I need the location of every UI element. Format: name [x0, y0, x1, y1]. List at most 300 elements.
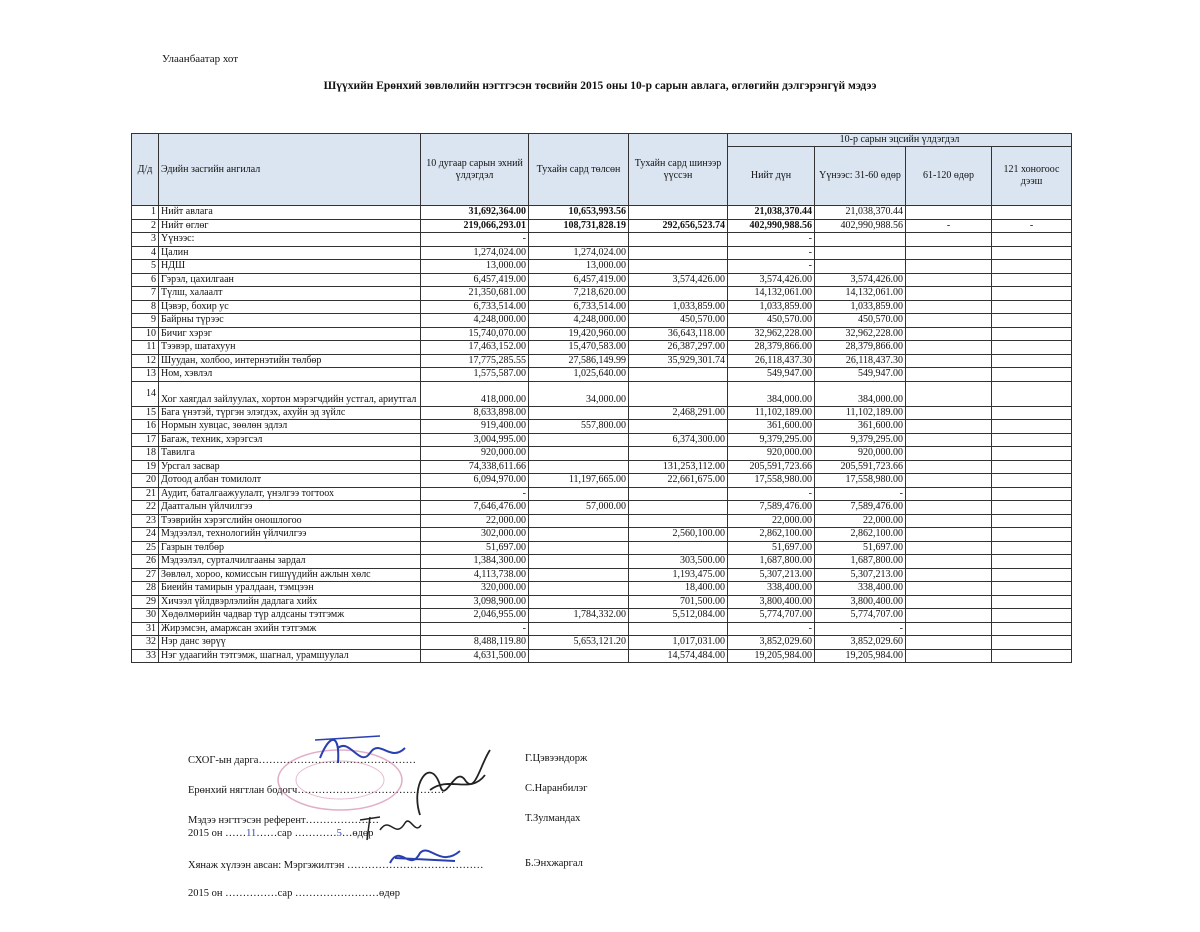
cell-d61-120	[906, 368, 992, 382]
row-number: 31	[132, 622, 159, 636]
row-number: 19	[132, 460, 159, 474]
row-category: Байрны түрээс	[159, 314, 421, 328]
row-number: 32	[132, 636, 159, 650]
cell-d61-120	[906, 206, 992, 220]
cell-d61-120	[906, 487, 992, 501]
cell-paid: 7,218,620.00	[529, 287, 629, 301]
cell-paid: 34,000.00	[529, 381, 629, 406]
cell-d121	[992, 609, 1072, 623]
cell-d121	[992, 206, 1072, 220]
row-category: Тээврийн хэрэгслийн оношлогоо	[159, 514, 421, 528]
cell-paid	[529, 447, 629, 461]
cell-new: 35,929,301.74	[629, 354, 728, 368]
row-category: Нэр данс зөрүү	[159, 636, 421, 650]
cell-opening: 17,463,152.00	[421, 341, 529, 355]
col-header-group: 10-р сарын эцсийн үлдэгдэл	[728, 134, 1072, 147]
cell-total: 920,000.00	[728, 447, 815, 461]
cell-d121	[992, 460, 1072, 474]
row-category: Ном, хэвлэл	[159, 368, 421, 382]
sxog-name: Г.Цэвээндорж	[525, 753, 588, 764]
cell-paid	[529, 555, 629, 569]
cell-d31-60: 549,947.00	[815, 368, 906, 382]
cell-new: 6,374,300.00	[629, 433, 728, 447]
cell-paid	[529, 487, 629, 501]
col-header-new: Тухайн сард шинээр үүссэн	[629, 134, 728, 206]
cell-total: 32,962,228.00	[728, 327, 815, 341]
table-row	[132, 341, 1072, 355]
cell-new: 1,193,475.00	[629, 568, 728, 582]
cell-d121	[992, 649, 1072, 663]
cell-total: 5,774,707.00	[728, 609, 815, 623]
cell-opening: 4,113,738.00	[421, 568, 529, 582]
cell-d61-120	[906, 474, 992, 488]
row-number: 16	[132, 420, 159, 434]
cell-opening: 15,740,070.00	[421, 327, 529, 341]
cell-d61-120	[906, 568, 992, 582]
cell-d31-60: 28,379,866.00	[815, 341, 906, 355]
cell-d121	[992, 501, 1072, 515]
cell-d121	[992, 595, 1072, 609]
cell-new	[629, 206, 728, 220]
cell-total: 361,600.00	[728, 420, 815, 434]
cell-opening: 418,000.00	[421, 381, 529, 406]
cell-paid: 13,000.00	[529, 260, 629, 274]
cell-d61-120	[906, 354, 992, 368]
cell-new: 1,033,859.00	[629, 300, 728, 314]
table-row	[132, 246, 1072, 260]
cell-d31-60: 32,962,228.00	[815, 327, 906, 341]
cell-paid: 1,784,332.00	[529, 609, 629, 623]
cell-paid: 108,731,828.19	[529, 219, 629, 233]
row-number: 13	[132, 368, 159, 382]
row-number: 8	[132, 300, 159, 314]
cell-paid: 19,420,960.00	[529, 327, 629, 341]
cell-new	[629, 541, 728, 555]
date1-month: 11	[246, 828, 257, 839]
cell-d61-120	[906, 327, 992, 341]
cell-d121	[992, 420, 1072, 434]
row-category: Жирэмсэн, амаржсан эхийн тэтгэмж	[159, 622, 421, 636]
row-number: 6	[132, 273, 159, 287]
cell-d31-60: 402,990,988.56	[815, 219, 906, 233]
cell-d121	[992, 622, 1072, 636]
cell-paid	[529, 233, 629, 247]
cell-new	[629, 381, 728, 406]
cell-paid: 5,653,121.20	[529, 636, 629, 650]
cell-d31-60: 11,102,189.00	[815, 406, 906, 420]
accountant-label: Ерөнхий нягтлан бодогч	[188, 785, 298, 796]
row-number: 26	[132, 555, 159, 569]
cell-total: 549,947.00	[728, 368, 815, 382]
cell-d61-120	[906, 341, 992, 355]
cell-d121	[992, 273, 1072, 287]
table-row	[132, 582, 1072, 596]
cell-d121	[992, 433, 1072, 447]
row-number: 24	[132, 528, 159, 542]
cell-d61-120	[906, 287, 992, 301]
cell-d121	[992, 314, 1072, 328]
cell-paid: 6,733,514.00	[529, 300, 629, 314]
row-number: 33	[132, 649, 159, 663]
cell-d121	[992, 568, 1072, 582]
row-number: 20	[132, 474, 159, 488]
row-number: 14	[132, 381, 159, 406]
cell-total: 2,862,100.00	[728, 528, 815, 542]
cell-paid	[529, 528, 629, 542]
row-category: Зөвлөл, хороо, комиссын гишүүдийн ажлын хөлс	[159, 568, 421, 582]
cell-paid	[529, 406, 629, 420]
table-row	[132, 555, 1072, 569]
cell-d61-120	[906, 300, 992, 314]
cell-d31-60: 5,774,707.00	[815, 609, 906, 623]
row-category: Дотоод албан томилолт	[159, 474, 421, 488]
row-category: Даатгалын үйлчилгээ	[159, 501, 421, 515]
cell-d31-60	[815, 246, 906, 260]
cell-d121	[992, 341, 1072, 355]
cell-d31-60: 9,379,295.00	[815, 433, 906, 447]
cell-new	[629, 233, 728, 247]
row-category: Газрын төлбөр	[159, 541, 421, 555]
cell-d61-120	[906, 501, 992, 515]
cell-d31-60: 3,800,400.00	[815, 595, 906, 609]
reviewer-name: Б.Энхжаргал	[525, 858, 583, 869]
cell-paid	[529, 433, 629, 447]
row-category: Биеийн тамирын уралдаан, тэмцээн	[159, 582, 421, 596]
cell-opening: 17,775,285.55	[421, 354, 529, 368]
cell-opening: 1,384,300.00	[421, 555, 529, 569]
cell-new	[629, 514, 728, 528]
cell-total: 19,205,984.00	[728, 649, 815, 663]
row-number: 15	[132, 406, 159, 420]
cell-d61-120	[906, 514, 992, 528]
col-header-61-120: 61-120 өдөр	[906, 147, 992, 206]
cell-d121	[992, 541, 1072, 555]
cell-d31-60: 384,000.00	[815, 381, 906, 406]
cell-opening: 31,692,364.00	[421, 206, 529, 220]
cell-opening: 13,000.00	[421, 260, 529, 274]
cell-d121	[992, 636, 1072, 650]
col-header-paid: Тухайн сард төлсөн	[529, 134, 629, 206]
cell-d31-60: 920,000.00	[815, 447, 906, 461]
cell-d121	[992, 487, 1072, 501]
cell-d121	[992, 354, 1072, 368]
referent-line: Мэдээ нэгтгэсэн референт…………………	[188, 815, 380, 826]
cell-total: 3,852,029.60	[728, 636, 815, 650]
cell-total: -	[728, 246, 815, 260]
cell-new: 36,643,118.00	[629, 327, 728, 341]
row-number: 2	[132, 219, 159, 233]
date2-suffix: өдөр	[378, 888, 401, 899]
cell-d61-120	[906, 314, 992, 328]
cell-new	[629, 501, 728, 515]
row-category: Бага үнэтэй, түргэн элэгдэх, ахуйн эд зүйлс	[159, 406, 421, 420]
cell-d121	[992, 555, 1072, 569]
cell-new: 131,253,112.00	[629, 460, 728, 474]
cell-paid: 57,000.00	[529, 501, 629, 515]
signature-referent	[355, 805, 425, 845]
cell-d61-120	[906, 447, 992, 461]
cell-total: -	[728, 487, 815, 501]
cell-paid	[529, 582, 629, 596]
cell-d61-120	[906, 541, 992, 555]
table-row	[132, 314, 1072, 328]
cell-d61-120	[906, 609, 992, 623]
cell-d31-60: 2,862,100.00	[815, 528, 906, 542]
cell-paid	[529, 649, 629, 663]
table-row	[132, 273, 1072, 287]
cell-d61-120	[906, 622, 992, 636]
cell-new	[629, 287, 728, 301]
table-row	[132, 447, 1072, 461]
cell-d31-60: 26,118,437.30	[815, 354, 906, 368]
cell-d121	[992, 246, 1072, 260]
cell-new: 2,468,291.00	[629, 406, 728, 420]
row-number: 17	[132, 433, 159, 447]
cell-new	[629, 487, 728, 501]
cell-opening: 1,575,587.00	[421, 368, 529, 382]
cell-new: 450,570.00	[629, 314, 728, 328]
cell-opening: 920,000.00	[421, 447, 529, 461]
table-row	[132, 354, 1072, 368]
col-header-no: Д/д	[132, 134, 159, 206]
row-number: 22	[132, 501, 159, 515]
cell-opening: 219,066,293.01	[421, 219, 529, 233]
date2-mid: сар	[277, 888, 293, 899]
cell-d31-60: 361,600.00	[815, 420, 906, 434]
col-header-31-60: Үүнээс: 31-60 өдөр	[815, 147, 906, 206]
cell-d61-120	[906, 595, 992, 609]
sxog-label: СХОГ-ын дарга	[188, 755, 259, 766]
row-number: 1	[132, 206, 159, 220]
row-category: Үүнээс:	[159, 233, 421, 247]
row-category: Багаж, техник, хэрэгсэл	[159, 433, 421, 447]
cell-paid	[529, 568, 629, 582]
table-row	[132, 649, 1072, 663]
row-category: Хичээл үйлдвэрлэлийн дадлага хийх	[159, 595, 421, 609]
cell-d31-60: 3,574,426.00	[815, 273, 906, 287]
cell-new: 18,400.00	[629, 582, 728, 596]
cell-opening: 4,631,500.00	[421, 649, 529, 663]
table-row	[132, 233, 1072, 247]
cell-paid	[529, 622, 629, 636]
table-row	[132, 528, 1072, 542]
row-category: Аудит, баталгаажуулалт, үнэлгээ тогтоох	[159, 487, 421, 501]
cell-d121	[992, 447, 1072, 461]
date-line-1: 2015 он ……11……сар …………5…өдөр	[188, 828, 374, 839]
cell-new	[629, 246, 728, 260]
cell-d61-120	[906, 528, 992, 542]
row-category: Тавилга	[159, 447, 421, 461]
cell-new	[629, 260, 728, 274]
cell-total: 450,570.00	[728, 314, 815, 328]
cell-d61-120	[906, 420, 992, 434]
cell-total: 1,033,859.00	[728, 300, 815, 314]
cell-d61-120	[906, 381, 992, 406]
table-row	[132, 609, 1072, 623]
cell-d31-60	[815, 260, 906, 274]
cell-total: 17,558,980.00	[728, 474, 815, 488]
cell-new: 2,560,100.00	[629, 528, 728, 542]
cell-opening: 320,000.00	[421, 582, 529, 596]
row-category: Тээвэр, шатахуун	[159, 341, 421, 355]
col-header-121: 121 хоногоос дээш	[992, 147, 1072, 206]
cell-opening: -	[421, 233, 529, 247]
row-category: Цалин	[159, 246, 421, 260]
row-category: Нормын хувцас, зөөлөн эдлэл	[159, 420, 421, 434]
cell-d31-60: 14,132,061.00	[815, 287, 906, 301]
cell-paid: 4,248,000.00	[529, 314, 629, 328]
cell-total: 1,687,800.00	[728, 555, 815, 569]
cell-opening: 3,004,995.00	[421, 433, 529, 447]
table-row	[132, 420, 1072, 434]
cell-opening: 21,350,681.00	[421, 287, 529, 301]
cell-paid: 15,470,583.00	[529, 341, 629, 355]
cell-paid	[529, 514, 629, 528]
table-row	[132, 219, 1072, 233]
table-row	[132, 287, 1072, 301]
cell-opening: 4,248,000.00	[421, 314, 529, 328]
cell-total: 3,800,400.00	[728, 595, 815, 609]
cell-d61-120	[906, 246, 992, 260]
cell-d121	[992, 287, 1072, 301]
row-category: Шуудан, холбоо, интернэтийн төлбөр	[159, 354, 421, 368]
cell-opening: 22,000.00	[421, 514, 529, 528]
cell-paid	[529, 595, 629, 609]
cell-new: 701,500.00	[629, 595, 728, 609]
row-number: 11	[132, 341, 159, 355]
cell-new	[629, 420, 728, 434]
table-row	[132, 595, 1072, 609]
date1-mid: сар	[277, 828, 292, 839]
cell-d31-60: -	[815, 487, 906, 501]
referent-name: Т.Зулмандах	[525, 813, 581, 824]
date1-day: 5	[336, 828, 342, 839]
cell-d121	[992, 474, 1072, 488]
cell-total: -	[728, 260, 815, 274]
cell-new: 26,387,297.00	[629, 341, 728, 355]
table-row	[132, 433, 1072, 447]
cell-d31-60: 21,038,370.44	[815, 206, 906, 220]
cell-paid: 10,653,993.56	[529, 206, 629, 220]
cell-total: 21,038,370.44	[728, 206, 815, 220]
cell-new: 1,017,031.00	[629, 636, 728, 650]
cell-opening: 6,094,970.00	[421, 474, 529, 488]
cell-d121	[992, 300, 1072, 314]
cell-d61-120	[906, 555, 992, 569]
col-header-opening: 10 дугаар сарын эхний үлдэгдэл	[421, 134, 529, 206]
row-number: 25	[132, 541, 159, 555]
cell-d31-60: 205,591,723.66	[815, 460, 906, 474]
cell-new: 292,656,523.74	[629, 219, 728, 233]
row-number: 10	[132, 327, 159, 341]
referent-label: Мэдээ нэгтгэсэн референт	[188, 815, 306, 826]
table-row	[132, 487, 1072, 501]
cell-total: 26,118,437.30	[728, 354, 815, 368]
cell-d121	[992, 233, 1072, 247]
row-category: НДШ	[159, 260, 421, 274]
cell-d121	[992, 406, 1072, 420]
cell-opening: 7,646,476.00	[421, 501, 529, 515]
document-title: Шүүхийн Ерөнхий зөвлөлийн нэгтгэсэн төсвийн 2015 оны 10-р сарын авлага, өглөгийн дэлгэрэнгүй мэдээ	[323, 80, 877, 92]
cell-total: 7,589,476.00	[728, 501, 815, 515]
cell-d31-60: 22,000.00	[815, 514, 906, 528]
cell-total: 14,132,061.00	[728, 287, 815, 301]
table-body	[132, 206, 1072, 663]
table-row	[132, 474, 1072, 488]
cell-d31-60: 1,033,859.00	[815, 300, 906, 314]
table-row	[132, 260, 1072, 274]
cell-d61-120	[906, 433, 992, 447]
row-number: 23	[132, 514, 159, 528]
cell-new	[629, 622, 728, 636]
cell-total: 28,379,866.00	[728, 341, 815, 355]
cell-total: 5,307,213.00	[728, 568, 815, 582]
table-row	[132, 514, 1072, 528]
table-row	[132, 636, 1072, 650]
row-number: 27	[132, 568, 159, 582]
row-number: 12	[132, 354, 159, 368]
table-row	[132, 406, 1072, 420]
cell-opening: 8,633,898.00	[421, 406, 529, 420]
table-row	[132, 381, 1072, 406]
cell-total: -	[728, 622, 815, 636]
cell-total: 402,990,988.56	[728, 219, 815, 233]
cell-paid: 6,457,419.00	[529, 273, 629, 287]
cell-d121: -	[992, 219, 1072, 233]
cell-opening: 302,000.00	[421, 528, 529, 542]
cell-total: -	[728, 233, 815, 247]
row-number: 28	[132, 582, 159, 596]
cell-d31-60: 7,589,476.00	[815, 501, 906, 515]
cell-paid: 11,197,665.00	[529, 474, 629, 488]
row-category: Хог хаягдал зайлуулах, хортон мэрэгчдийн устгал, ариутгал	[159, 381, 421, 406]
cell-d61-120	[906, 260, 992, 274]
report-table	[131, 133, 1072, 663]
table-row	[132, 368, 1072, 382]
cell-d31-60: 338,400.00	[815, 582, 906, 596]
cell-opening: -	[421, 622, 529, 636]
cell-paid: 27,586,149.99	[529, 354, 629, 368]
cell-opening: -	[421, 487, 529, 501]
row-category: Мэдээлэл, технологийн үйлчилгээ	[159, 528, 421, 542]
cell-d31-60: 51,697.00	[815, 541, 906, 555]
row-category: Гэрэл, цахилгаан	[159, 273, 421, 287]
table-row	[132, 622, 1072, 636]
cell-total: 22,000.00	[728, 514, 815, 528]
cell-new	[629, 368, 728, 382]
cell-d121	[992, 528, 1072, 542]
row-category: Нэг удаагийн тэтгэмж, шагнал, урамшуулал	[159, 649, 421, 663]
cell-new: 5,512,084.00	[629, 609, 728, 623]
cell-new: 14,574,484.00	[629, 649, 728, 663]
cell-opening: 3,098,900.00	[421, 595, 529, 609]
cell-d121	[992, 582, 1072, 596]
cell-opening: 8,488,119.80	[421, 636, 529, 650]
row-category: Хөдөлмөрийн чадвар түр алдсаны тэтгэмж	[159, 609, 421, 623]
cell-total: 11,102,189.00	[728, 406, 815, 420]
row-category: Цэвэр, бохир ус	[159, 300, 421, 314]
cell-paid: 1,274,024.00	[529, 246, 629, 260]
row-category: Бичиг хэрэг	[159, 327, 421, 341]
row-number: 18	[132, 447, 159, 461]
row-number: 9	[132, 314, 159, 328]
cell-total: 205,591,723.66	[728, 460, 815, 474]
row-category: Нийт авлага	[159, 206, 421, 220]
cell-d31-60: 3,852,029.60	[815, 636, 906, 650]
row-category: Түлш, халаалт	[159, 287, 421, 301]
cell-new: 303,500.00	[629, 555, 728, 569]
row-category: Нийт өглөг	[159, 219, 421, 233]
